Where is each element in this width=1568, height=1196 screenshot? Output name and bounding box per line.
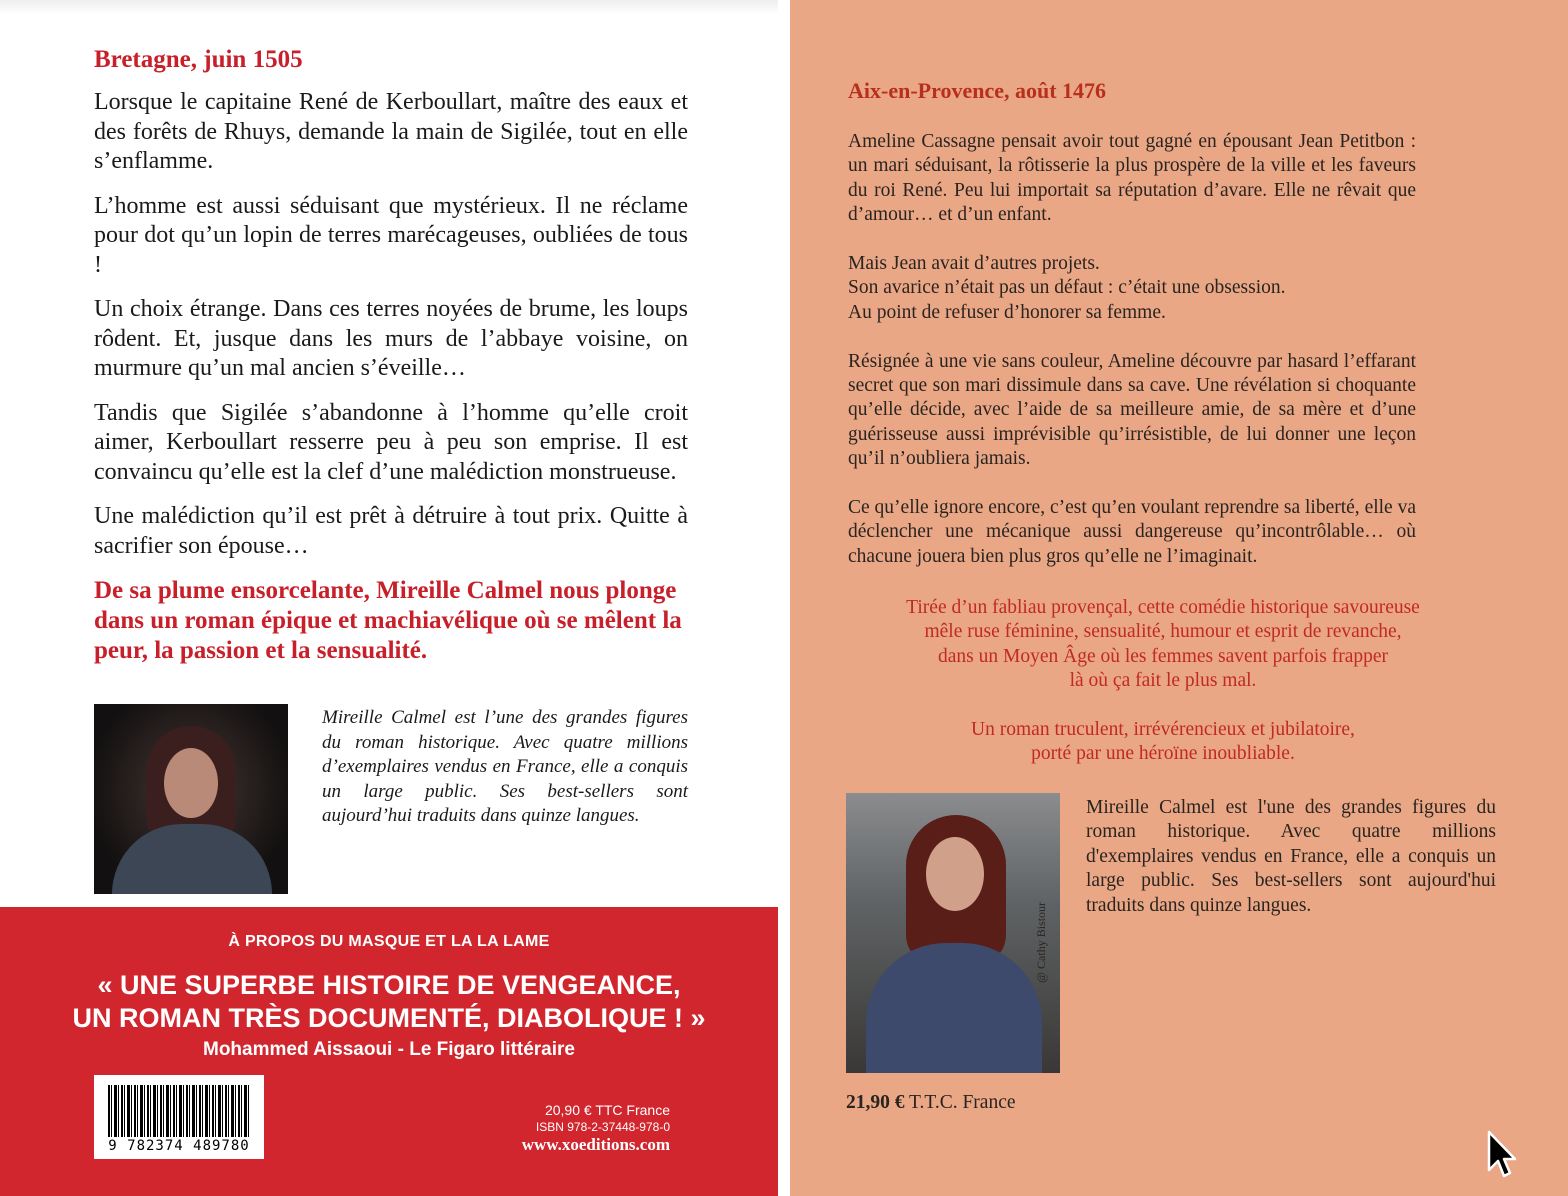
right-highlight-2: [848, 718, 1478, 767]
right-paragraph-2-line-2: Son avarice n’était pas un défaut : c’était une obsession.: [848, 277, 1286, 299]
right-synopsis: [848, 130, 1416, 594]
right-price-suffix: T.T.C. France: [909, 1092, 1016, 1113]
barcode-number: 9 782374 489780: [108, 1138, 250, 1154]
right-paragraph-2-line-1: Mais Jean avait d’autres projets.: [848, 253, 1100, 275]
banner-kicker: À PROPOS DU MASQUE ET LA LA LAME: [228, 933, 550, 950]
banner-quote: [0, 969, 778, 1035]
left-author-bio: Mireille Calmel est l’une des grandes figures du roman historique. Avec quatre millions d’exemplaires vendus en France, elle a conquis un large public. Ses best-sellers sont aujourd’hui traduits dans quinze langues.: [322, 707, 688, 826]
left-paragraph-3: Un choix étrange. Dans ces terres noyées de brume, les loups rôdent. Et, jusque dans les murs de l’abbaye voisine, on murmure qu’un mal ancien s’éveille…: [94, 296, 688, 381]
highlight-1-line-3: dans un Moyen Âge où les femmes savent parfois frapper: [938, 645, 1388, 667]
right-highlight: [848, 596, 1478, 791]
right-book-back-cover: [790, 0, 1568, 1196]
right-paragraph-2-line-3: Au point de refuser d’honorer sa femme.: [848, 301, 1166, 323]
publisher-website: www.xoeditions.com: [521, 1135, 670, 1154]
photo-credit: @ Cathy Bistour: [1034, 901, 1048, 983]
left-paragraph-2: L’homme est aussi séduisant que mystérieux. Il ne réclame pour dot qu’un lopin de terres marécageuses, oubliées de tous !: [94, 192, 688, 278]
banner-quote-line-1: « UNE SUPERBE HISTOIRE DE VENGEANCE,: [97, 970, 681, 1000]
right-paragraph-2: [848, 252, 1416, 325]
left-tagline: De sa plume ensorcelante, Mireille Calmel nous plonge dans un roman épique et machiavélique où se mêlent la peur, la passion et la sensualité.: [94, 577, 682, 664]
left-paragraph-4: Tandis que Sigilée s’abandonne à l’homme qu’elle croit aimer, Kerboullart resserre peu à peu son emprise. Il est convaincu qu’elle est la clef d’une malédiction monstrueuse.: [94, 399, 688, 485]
top-shadow: [0, 0, 778, 14]
right-price: [846, 1092, 1016, 1114]
press-quote-banner: [0, 907, 778, 1196]
covers-divider: [778, 0, 790, 1196]
mouse-pointer-icon: [1487, 1130, 1517, 1182]
right-highlight-1: [848, 596, 1478, 694]
barcode: [94, 1075, 264, 1159]
highlight-2-line-2: porté par une héroïne inoubliable.: [1031, 743, 1295, 765]
right-heading: Aix-en-Provence, août 1476: [848, 78, 1107, 103]
left-paragraph-5: Une malédiction qu’il est prêt à détruire à tout prix. Quitte à sacrifier son épouse…: [94, 503, 688, 559]
banner-attribution: Mohammed Aissaoui - Le Figaro littéraire: [203, 1039, 575, 1060]
highlight-1-line-4: là où ça fait le plus mal.: [1069, 670, 1257, 692]
left-synopsis: [94, 46, 688, 666]
highlight-1-line-1: Tirée d’un fabliau provençal, cette comédie historique savoureuse: [906, 597, 1420, 618]
right-paragraph-3: Résignée à une vie sans couleur, Ameline découvre par hasard l’effarant secret que son mari dissimule dans sa cave. Une révélation si choquante qu’elle décide, avec l’aide de sa meilleure amie, de sa mère et d’une guérisseuse aussi imprévisible qu’irrésistible, de lui donner une leçon qu’il n’oubliera jamais.: [848, 350, 1416, 470]
right-price-value: 21,90 €: [846, 1092, 905, 1113]
left-price-block: [470, 1102, 670, 1153]
author-photo-left: [94, 704, 288, 894]
right-paragraph-4: Ce qu’elle ignore encore, c’est qu’en voulant reprendre sa liberté, elle va déclencher une mécanique aussi dangereuse qu’incontrôlable… où chacune jouera bien plus gros qu’elle ne l’imaginait.: [848, 497, 1416, 567]
left-paragraph-1: Lorsque le capitaine René de Kerboullart, maître des eaux et des forêts de Rhuys, demande la main de Sigilée, tout en elle s’enflamme.: [94, 89, 688, 174]
highlight-2-line-1: Un roman truculent, irrévérencieux et jubilatoire,: [971, 719, 1355, 741]
left-isbn: ISBN 978-2-37448-978-0: [535, 1120, 670, 1134]
right-paragraph-1: Ameline Cassagne pensait avoir tout gagné en épousant Jean Petitbon : un mari séduisant, la rôtisserie la plus prospère de la ville et les faveurs du roi René. Peu lui importait sa réputation d’avare. Elle ne rêvait que d’amour… et d’un enfant.: [848, 131, 1416, 226]
highlight-1-line-2: mêle ruse féminine, sensualité, humour et esprit de revanche,: [924, 621, 1402, 643]
right-author-bio: Mireille Calmel est l'une des grandes figures du roman historique. Avec quatre millions d'exemplaires vendus en France, elle a conquis un large public. Ses best-sellers sont aujourd'hui traduits dans quinze langues.: [1086, 797, 1496, 916]
banner-quote-line-2: UN ROMAN TRÈS DOCUMENTÉ, DIABOLIQUE ! »: [72, 1003, 706, 1033]
left-price: 20,90 € TTC France: [544, 1102, 670, 1118]
left-book-back-cover: [0, 0, 778, 1196]
barcode-bars: [108, 1085, 250, 1137]
author-photo-right: [846, 793, 1060, 1073]
left-heading: Bretagne, juin 1505: [94, 46, 303, 73]
